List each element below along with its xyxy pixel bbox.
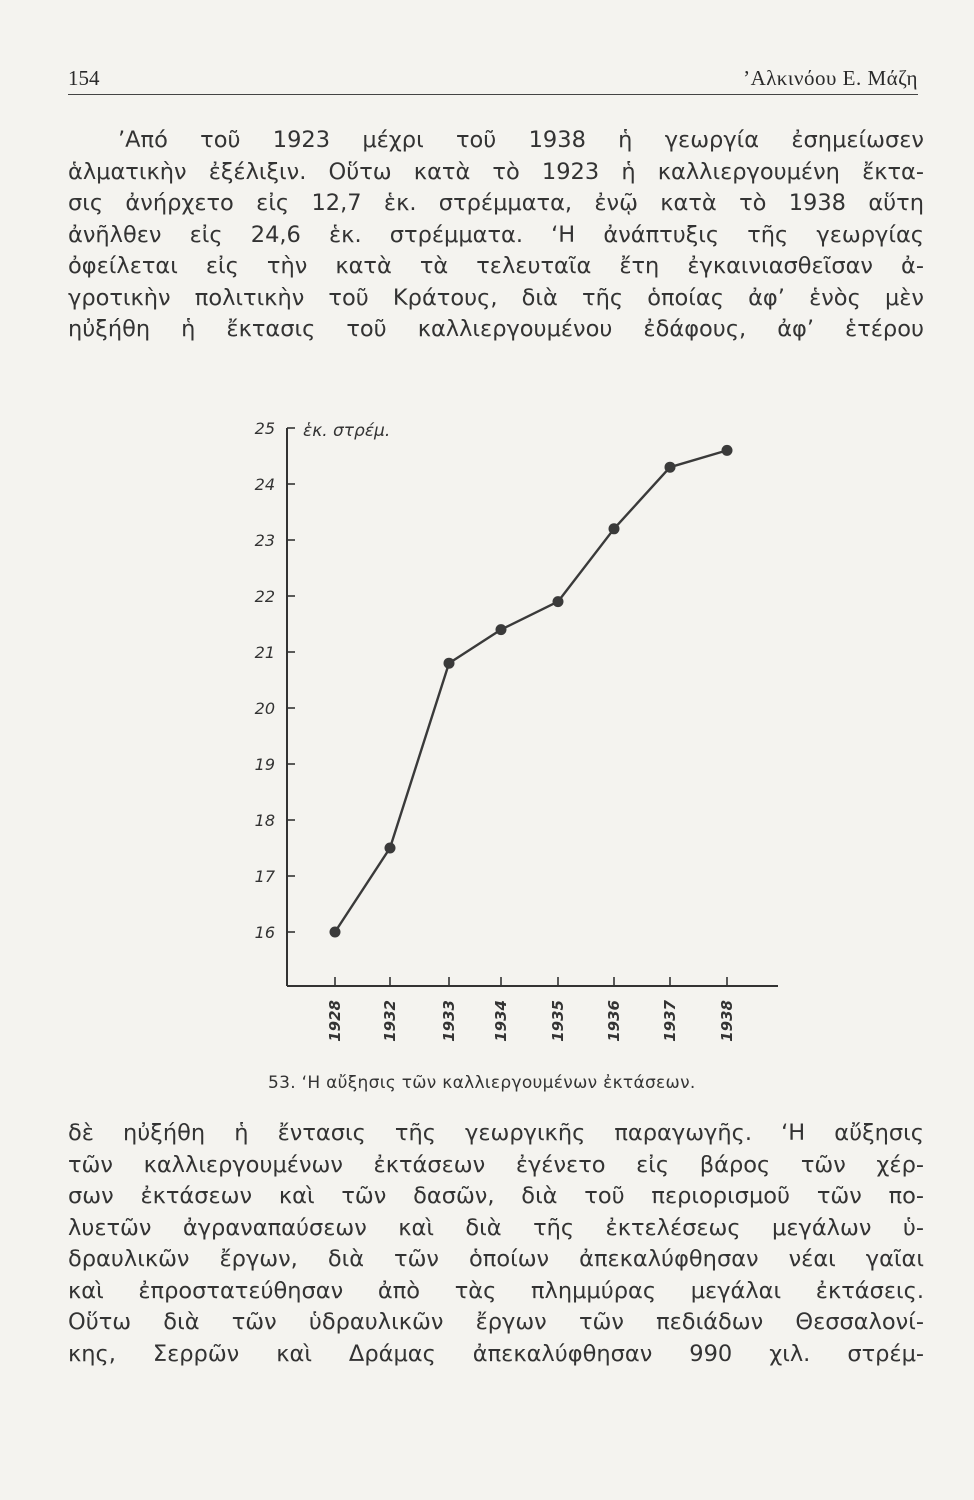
data-point: [609, 523, 620, 534]
text-line: δὲ ηὐξήθη ἡ ἔντασις τῆς γεωργικῆς παραγωγῆς. ‘Η αὔξησις: [68, 1120, 924, 1146]
data-point: [385, 843, 396, 854]
x-tick-label: 1938: [718, 1000, 736, 1042]
data-point: [330, 927, 341, 938]
data-point: [553, 596, 564, 607]
series-line: [335, 450, 727, 932]
text-line: ’Από τοῦ 1923 μέχρι τοῦ 1938 ἡ γεωργία ἐσημείωσεν: [118, 127, 924, 153]
page-number: 154: [68, 66, 100, 90]
y-tick-label: 16: [254, 923, 275, 942]
y-tick-label: 24: [254, 475, 275, 494]
x-tick-label: 1928: [326, 1000, 344, 1042]
y-tick-label: 19: [254, 755, 275, 774]
data-point: [496, 624, 507, 635]
running-head: ’Αλκινόου Ε. Μάζη: [743, 66, 918, 90]
text-line: σων ἐκτάσεων καὶ τῶν δασῶν, διὰ τοῦ περιορισμοῦ τῶν πο-: [68, 1183, 924, 1209]
x-tick-label: 1937: [661, 1000, 679, 1042]
x-tick-label: 1934: [492, 1000, 510, 1042]
text-line: γροτικὴν πολιτικὴν τοῦ Κράτους, διὰ τῆς ὁποίας ἀφ’ ἑνὸς μὲν: [68, 284, 924, 311]
y-tick-label: 17: [254, 867, 275, 886]
text-line: ηὐξήθη ἡ ἔκτασις τοῦ καλλιεργουμένου ἐδάφους, ἀφ’ ἑτέρου: [68, 316, 924, 342]
y-tick-label: 21: [254, 643, 275, 662]
text-line: κης, Σερρῶν καὶ Δράμας ἀπεκαλύφθησαν 990 χιλ. στρέμ-: [68, 1340, 924, 1367]
y-tick-label: 18: [254, 811, 275, 830]
text-line: δραυλικῶν ἔργων, διὰ τῶν ὁποίων ἀπεκαλύφθησαν νέαι γαῖαι: [68, 1246, 924, 1272]
text-line: τῶν καλλιεργουμένων ἐκτάσεων ἐγένετο εἰς βάρος τῶν χέρ-: [68, 1151, 924, 1178]
y-tick-label: 23: [254, 531, 275, 550]
y-tick-label: 20: [254, 699, 275, 718]
text-line: ὀφείλεται εἰς τὴν κατὰ τὰ τελευταῖα ἔτη ἐγκαινιασθεῖσαν ἀ-: [68, 253, 924, 279]
data-point: [722, 445, 733, 456]
figure-caption: 53. ‘Η αὔξησις τῶν καλλιεργουμένων ἐκτάσεων.: [268, 1073, 696, 1093]
x-tick-label: 1935: [549, 1000, 567, 1042]
x-tick-label: 1936: [605, 1000, 623, 1042]
paragraph-bottom: [68, 1118, 924, 1370]
text-line: σις ἀνήρχετο εἰς 12,7 ἑκ. στρέμματα, ἐνῷ κατὰ τὸ 1938 αὕτη: [68, 190, 924, 216]
text-line: ἀνῆλθεν εἰς 24,6 ἑκ. στρέμματα. ‘Η ἀνάπτυξις τῆς γεωργίας: [68, 221, 924, 248]
text-line: καὶ ἐπροστατεύθησαν ἀπὸ τὰς πλημμύρας μεγάλαι ἐκτάσεις.: [68, 1277, 924, 1304]
text-line: Οὕτω διὰ τῶν ὑδραυλικῶν ἔργων τῶν πεδιάδων Θεσσαλονί-: [68, 1309, 924, 1335]
y-tick-label: 25: [254, 419, 275, 438]
data-point: [665, 462, 676, 473]
y-axis-unit-label: ἑκ. στρέμ.: [303, 421, 391, 441]
x-tick-label: 1933: [440, 1000, 458, 1042]
text-line: ἁλματικὴν ἐξέλιξιν. Οὕτω κατὰ τὸ 1923 ἡ καλλιεργουμένη ἔκτα-: [68, 158, 924, 185]
x-tick-label: 1932: [381, 1000, 399, 1042]
data-point: [444, 658, 455, 669]
y-tick-label: 22: [254, 587, 275, 606]
text-line: λυετῶν ἀγραναπαύσεων καὶ διὰ τῆς ἐκτελέσεως μεγάλων ὑ-: [68, 1214, 924, 1241]
